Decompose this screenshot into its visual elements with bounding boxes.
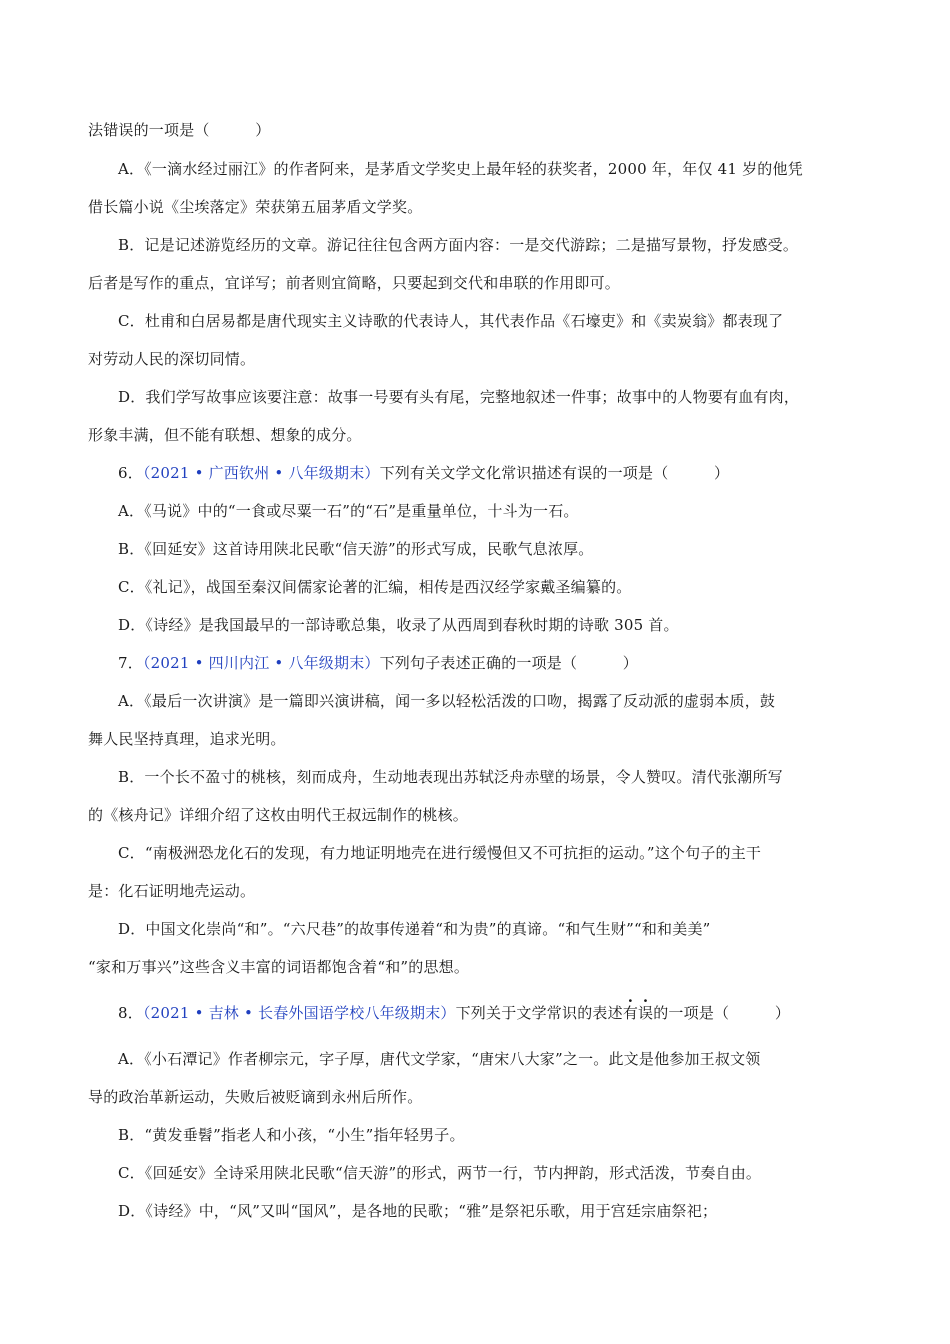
q7-option-d-line1: D．中国文化崇尚“和”。“六尺巷”的故事传递着“和为贵”的真谛。“和气生财”“和和美美” — [118, 920, 711, 938]
q8-number: 8． — [118, 1004, 143, 1022]
q5-option-d-line1: D．我们学写故事应该要注意：故事一号要有头有尾，完整地叙述一件事；故事中的人物要有血有肉， — [118, 388, 800, 406]
q6-option-b: B．《回延安》这首诗用陕北民歌“信天游”的形式写成，民歌气息浓厚。 — [118, 540, 594, 558]
q6-stem-text: 下列有关文学文化常识描述有误的一项是（ ） — [379, 464, 730, 482]
q5-option-c-line1: C．杜甫和白居易都是唐代现实主义诗歌的代表诗人，其代表作品《石壕吏》和《卖炭翁》都表现了 — [118, 312, 784, 330]
q8-option-c: C．《回延安》全诗采用陕北民歌“信天游”的形式，两节一行，节内押韵，形式活泼，节奏自由。 — [118, 1164, 762, 1182]
q6-number: 6． — [118, 464, 143, 482]
q8-option-a-line2: 导的政治革新运动，失败后被贬谪到永州后所作。 — [88, 1088, 423, 1106]
q6-option-a: A．《马说》中的“一食或尽粟一石”的“石”是重量单位，十斗为一石。 — [118, 502, 579, 520]
q6-source: （2021 • 广西钦州 • 八年级期末） — [142, 464, 380, 482]
q5-option-d-line2: 形象丰满，但不能有联想、想象的成分。 — [88, 426, 362, 444]
q8-source: （2021 • 吉林 • 长春外国语学校八年级期末） — [142, 1004, 456, 1022]
q5-option-a-line1: A．《一滴水经过丽江》的作者阿来，是茅盾文学奖史上最年轻的获奖者，2000 年，年仅 41 岁的他凭 — [118, 160, 803, 178]
q7-option-a-line1: A．《最后一次讲演》是一篇即兴演讲稿，闻一多以轻松活泼的口吻，揭露了反动派的虚弱本质，鼓 — [118, 692, 776, 710]
q7-number: 7． — [118, 654, 143, 672]
q5-stem-end: 法错误的一项是（ ） — [88, 121, 271, 139]
q8-stem-post: 的一项是（ ） — [653, 1004, 791, 1022]
q8-stem — [118, 1003, 868, 1023]
q8-option-d: D．《诗经》中，“风”又叫“国风”，是各地的民歌；“雅”是祭祀乐歌，用于宫廷宗庙祭祀； — [118, 1202, 718, 1220]
q5-option-b-line1: B．记是记述游览经历的文章。游记往往包含两方面内容：一是交代游踪；二是描写景物，抒发感受。 — [118, 236, 799, 254]
q7-stem — [118, 653, 868, 673]
q8-emphasis-char-2: 误 — [638, 1004, 654, 1022]
q5-option-c-line2: 对劳动人民的深切同情。 — [88, 350, 256, 368]
q5-option-b-line2: 后者是写作的重点，宜详写；前者则宜简略，只要起到交代和串联的作用即可。 — [88, 274, 621, 292]
q8-emphasis-char-1: 有 — [622, 1004, 639, 1022]
q7-option-c-line2: 是：化石证明地壳运动。 — [88, 882, 256, 900]
q8-option-b: B．“黄发垂髫”指老人和小孩，“小生”指年轻男子。 — [118, 1126, 465, 1144]
q6-option-d: D．《诗经》是我国最早的一部诗歌总集，收录了从西周到春秋时期的诗歌 305 首。 — [118, 616, 679, 634]
q8-option-a-line1: A．《小石潭记》作者柳宗元，字子厚，唐代文学家，“唐宋八大家”之一。此文是他参加王叔文领 — [118, 1050, 761, 1068]
q7-option-d-line2: “家和万事兴”这些含义丰富的词语都饱含着“和”的思想。 — [88, 958, 470, 976]
q7-option-b-line2: 的《核舟记》详细介绍了这枚由明代王叔远制作的桃核。 — [88, 806, 469, 824]
q7-source: （2021 • 四川内江 • 八年级期末） — [142, 654, 380, 672]
q6-option-c: C．《礼记》，战国至秦汉间儒家论著的汇编，相传是西汉经学家戴圣编纂的。 — [118, 578, 632, 596]
q7-stem-text: 下列句子表述正确的一项是（ ） — [379, 654, 639, 672]
q7-option-c-line1: C．“南极洲恐龙化石的发现，有力地证明地壳在进行缓慢但又不可抗拒的运动。”这个句子的主干 — [118, 844, 762, 862]
q7-option-a-line2: 舞人民坚持真理，追求光明。 — [88, 730, 286, 748]
q7-option-b-line1: B．一个长不盈寸的桃核，刻而成舟，生动地表现出苏轼泛舟赤壁的场景，令人赞叹。清代张潮所写 — [118, 768, 783, 786]
q6-stem — [118, 463, 868, 483]
q8-stem-pre: 下列关于文学常识的表述 — [455, 1004, 623, 1022]
q5-option-a-line2: 借长篇小说《尘埃落定》荣获第五届茅盾文学奖。 — [88, 198, 423, 216]
